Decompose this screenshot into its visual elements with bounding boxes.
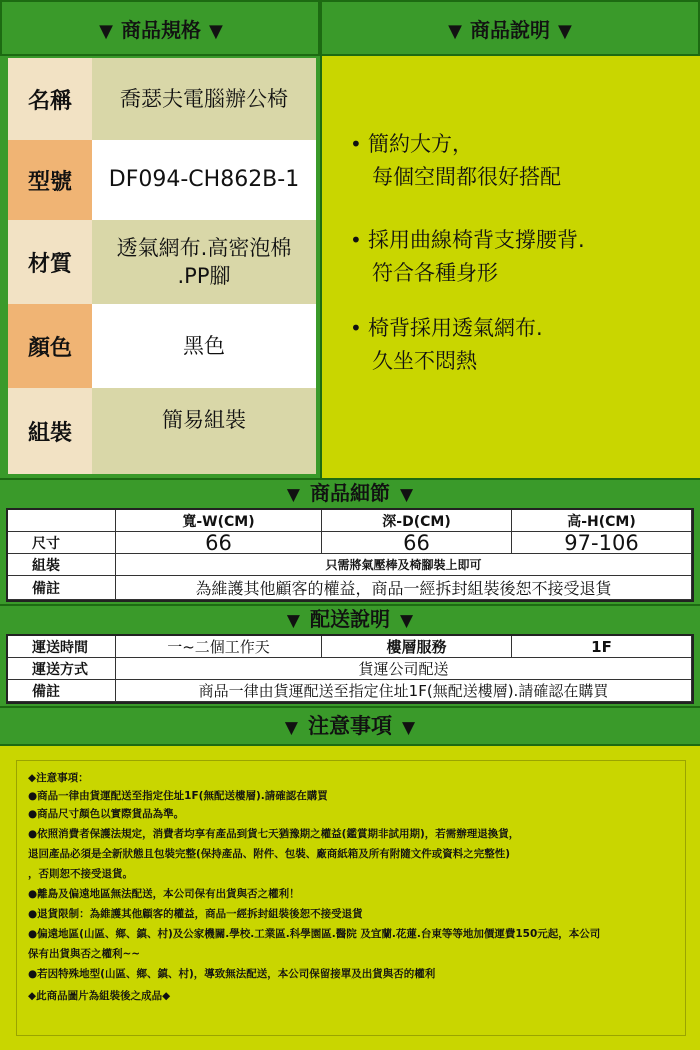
bullet-icon: • (350, 132, 362, 156)
delivery-section-title: 配送說明 (310, 607, 390, 631)
spec-row-assembly (8, 388, 316, 474)
notice-line: ●依照消費者保護法規定，消費者均享有產品到貨七天猶豫期之權益(鑑賞期非試用期)，若需辦理退換貨， (28, 828, 520, 840)
notice-line: ●商品尺寸顏色以實際貨品為準。 (28, 808, 185, 820)
size-depth-value: 66 (322, 532, 512, 554)
spec-value: 簡易組裝 (92, 388, 316, 474)
spec-row-color (8, 304, 316, 388)
delivery-section-bar (0, 604, 700, 634)
notice-line: ●離島及偏遠地區無法配送，本公司保有出貨與否之權利！ (28, 888, 300, 900)
description-item (350, 128, 688, 194)
triangle-down-icon: ▼ (286, 611, 300, 631)
notice-area (0, 746, 700, 1050)
delivery-method-value: 貨運公司配送 (116, 658, 692, 680)
assembly-value: 只需將氣壓棒及椅腳裝上即可 (116, 554, 692, 576)
row-label-delivery-note: 備註 (8, 680, 116, 702)
column-header-depth: 深-D(CM) (322, 510, 512, 532)
notice-section-bar (0, 706, 700, 746)
triangle-down-icon: ▼ (558, 21, 572, 42)
triangle-down-icon: ▼ (400, 485, 414, 505)
notice-line: ●偏遠地區(山區、鄉、鎮、村)及公家機關.學校.工業區.科學園區.醫院 及宜蘭.花蓮.台東等等地加價運費150元起，本公司 (28, 928, 601, 940)
notice-line: ，否則恕不接受退貨。 (28, 868, 133, 880)
delivery-note-value: 商品一律由貨運配送至指定住址1F(無配送樓層).請確認在購買 (116, 680, 692, 702)
notice-line: ●退貨限制：為維護其他顧客的權益，商品一經拆封組裝後恕不接受退貨 (28, 908, 363, 920)
spec-section-header (4, 8, 318, 52)
triangle-down-icon: ▼ (209, 21, 223, 42)
triangle-down-icon: ▼ (400, 611, 414, 631)
spec-row-material (8, 220, 316, 304)
notice-line: ●商品一律由貨運配送至指定住址1F(無配送樓層).請確認在購買 (28, 790, 328, 802)
spec-label: 組裝 (8, 388, 92, 474)
row-label-delivery-time: 運送時間 (8, 636, 116, 658)
column-header-width: 寬-W(CM) (116, 510, 322, 532)
spec-label: 顏色 (8, 304, 92, 388)
description-line: 符合各種身形 (372, 261, 498, 285)
delivery-time-value: 一~二個工作天 (116, 636, 322, 658)
floor-service-value: 1F (512, 636, 692, 658)
description-line: 簡約大方， (368, 132, 473, 156)
triangle-down-icon: ▼ (286, 485, 300, 505)
details-section-title: 商品細節 (310, 481, 390, 505)
size-width-value: 66 (116, 532, 322, 554)
row-label-note: 備註 (8, 576, 116, 600)
spec-value: DF094-CH862B-1 (92, 140, 316, 220)
description-item (350, 224, 688, 290)
triangle-down-icon: ▼ (448, 21, 462, 42)
floor-service-label: 樓層服務 (322, 636, 512, 658)
notice-line: ●若因特殊地型(山區、鄉、鎮、村)，導致無法配送，本公司保留接單及出貨與否的權利 (28, 968, 436, 980)
description-section-title: 商品說明 (470, 18, 550, 42)
spec-row-name (8, 58, 316, 140)
spec-label: 型號 (8, 140, 92, 220)
bullet-icon: • (350, 228, 362, 252)
spec-panel (0, 56, 320, 480)
spec-label: 材質 (8, 220, 92, 304)
size-height-value: 97-106 (512, 532, 692, 554)
row-label-size: 尺寸 (8, 532, 116, 554)
notice-line: 保有出貨與否之權利~~ (28, 948, 141, 960)
description-panel (320, 56, 700, 480)
notice-line: 退回產品必須是全新狀態且包裝完整(保持產品、附件、包裝、廠商紙箱及所有附隨文件或資料之完整性) (28, 848, 511, 860)
triangle-down-icon: ▼ (402, 718, 416, 738)
notice-section-title: 注意事項 (308, 714, 392, 738)
description-item (350, 312, 688, 378)
description-line: 久坐不悶熱 (372, 349, 477, 373)
details-table (6, 508, 694, 602)
description-line: 椅背採用透氣網布. (368, 316, 543, 340)
spec-value: 喬瑟夫電腦辦公椅 (92, 58, 316, 140)
triangle-down-icon: ▼ (99, 21, 113, 42)
description-line: 採用曲線椅背支撐腰背. (368, 228, 585, 252)
top-header-bar (0, 0, 700, 56)
spec-row-model (8, 140, 316, 220)
spec-label: 名稱 (8, 58, 92, 140)
row-label-delivery-method: 運送方式 (8, 658, 116, 680)
table-cell-empty (8, 510, 116, 532)
spec-value: 透氣網布.高密泡棉 .PP腳 (92, 220, 316, 304)
details-note-value: 為維護其他顧客的權益，商品一經拆封組裝後恕不接受退貨 (116, 576, 692, 600)
row-label-assembly: 組裝 (8, 554, 116, 576)
delivery-table (6, 634, 694, 704)
triangle-down-icon: ▼ (284, 718, 298, 738)
description-line: 每個空間都很好搭配 (372, 165, 561, 189)
column-header-height: 高-H(CM) (512, 510, 692, 532)
spec-value: 黑色 (92, 304, 316, 388)
description-section-header (322, 8, 698, 52)
details-section-bar (0, 478, 700, 508)
bullet-icon: • (350, 316, 362, 340)
spec-section-title: 商品規格 (121, 18, 201, 42)
notice-line: ◆注意事項： (28, 772, 89, 784)
notice-line: ◆此商品圖片為組裝後之成品◆ (28, 990, 171, 1002)
